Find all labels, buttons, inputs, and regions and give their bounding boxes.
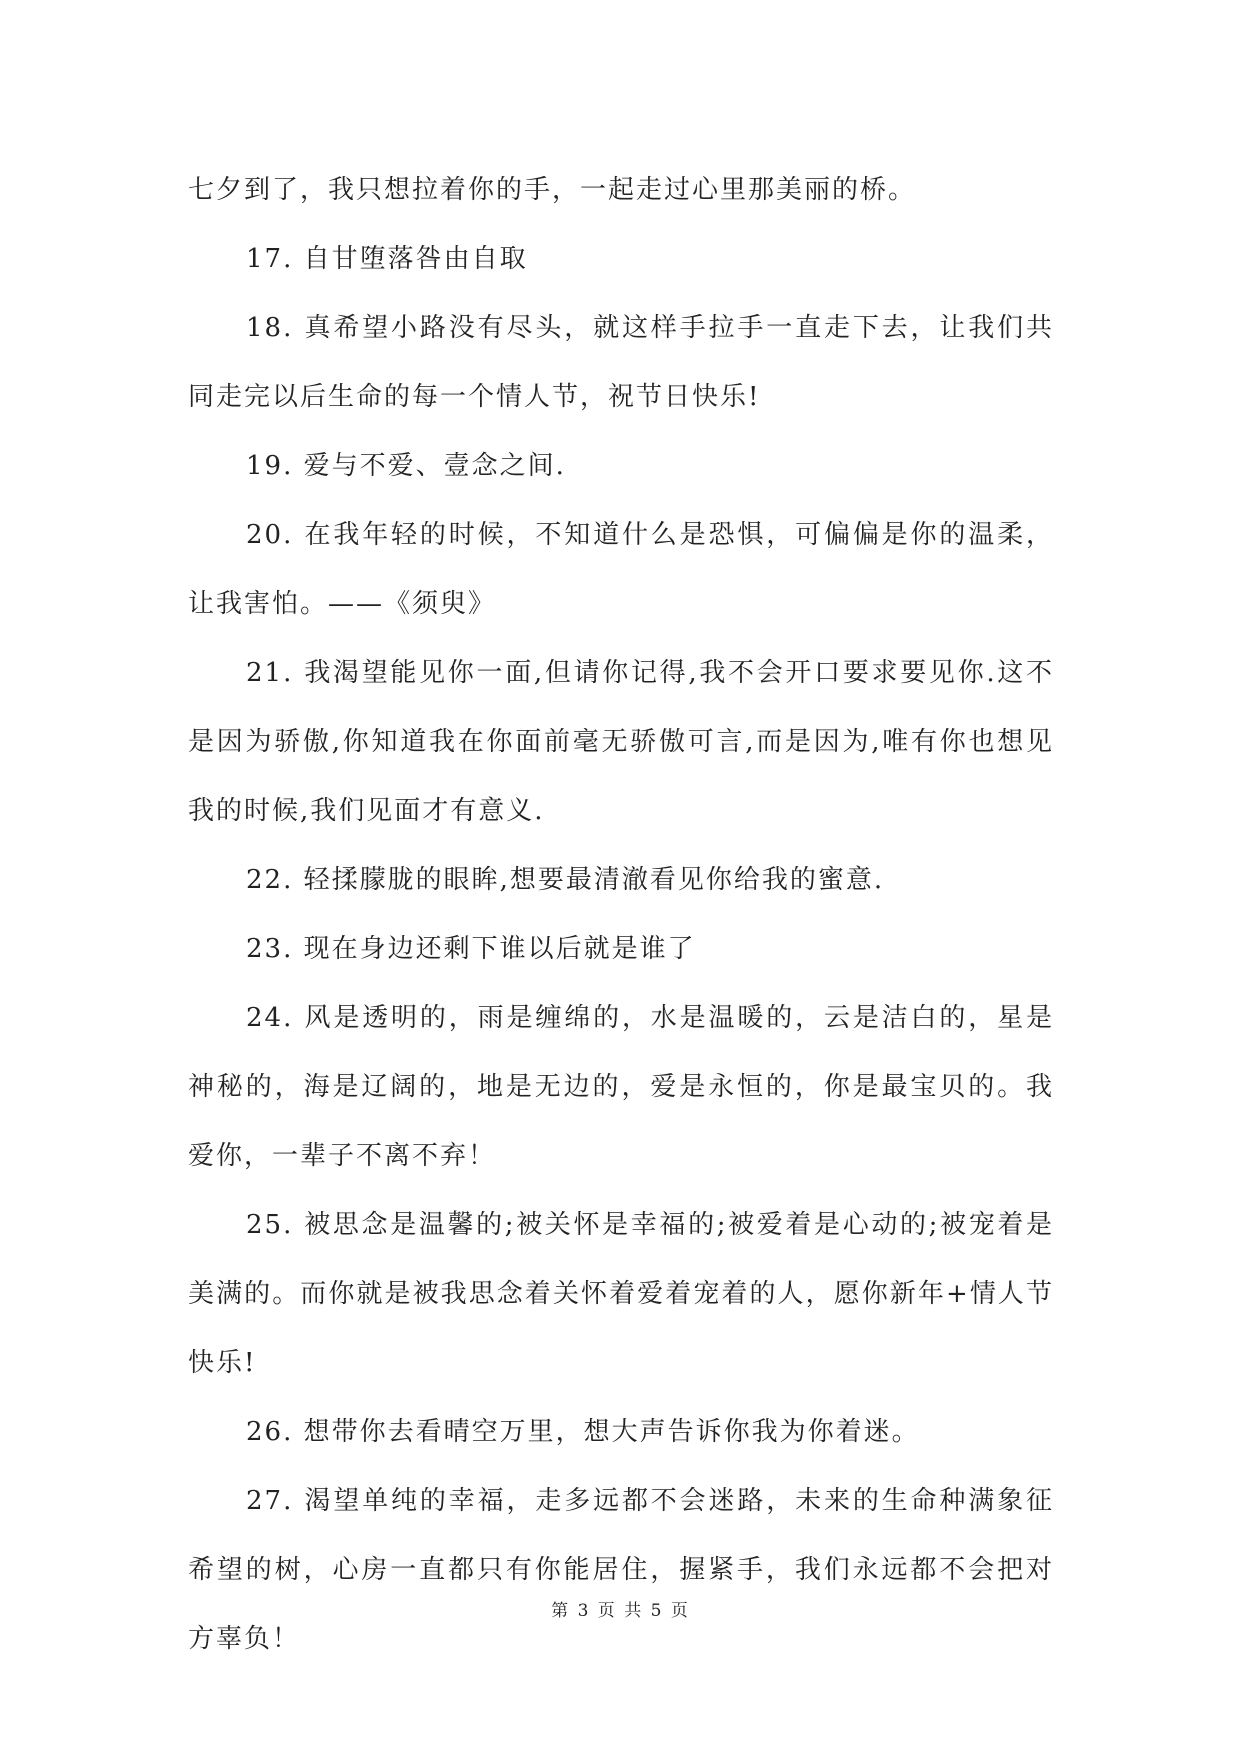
page-number-footer: 第 3 页 共 5 页 <box>551 1601 690 1621</box>
paragraph-18: 18. 真希望小路没有尽头，就这样手拉手一直走下去，让我们共同走完以后生命的每一个情人节，祝节日快乐! <box>188 313 1054 412</box>
paragraph-20: 20. 在我年轻的时候，不知道什么是恐惧，可偏偏是你的温柔，让我害怕。——《须臾》 <box>188 520 1054 619</box>
paragraph-25: 25. 被思念是温馨的;被关怀是幸福的;被爱着是心动的;被宠着是美满的。而你就是被我思念着关怀着爱着宠着的人，愿你新年+情人节快乐! <box>188 1210 1054 1378</box>
paragraph-22: 22. 轻揉朦胧的眼眸,想要最清澈看见你给我的蜜意. <box>246 865 885 895</box>
paragraph-27: 27. 渴望单纯的幸福，走多远都不会迷路，未来的生命种满象征希望的树，心房一直都只有你能居住，握紧手，我们永远都不会把对方辜负！ <box>188 1486 1054 1654</box>
paragraph-0: 七夕到了，我只想拉着你的手，一起走过心里那美丽的桥。 <box>188 175 917 205</box>
paragraph-24: 24. 风是透明的，雨是缠绵的，水是温暖的，云是洁白的，星是神秘的，海是辽阔的，地是无边的，爱是永恒的，你是最宝贝的。我爱你，一辈子不离不弃！ <box>188 1003 1054 1171</box>
paragraph-26: 26. 想带你去看晴空万里，想大声告诉你我为你着迷。 <box>246 1417 920 1447</box>
paragraph-21: 21. 我渴望能见你一面,但请你记得,我不会开口要求要见你.这不是因为骄傲,你知道我在你面前毫无骄傲可言,而是因为,唯有你也想见我的时候,我们见面才有意义. <box>188 658 1054 826</box>
paragraph-23: 23. 现在身边还剩下谁以后就是谁了 <box>246 934 696 964</box>
paragraph-17: 17. 自甘堕落咎由自取 <box>246 244 528 274</box>
document-body <box>188 156 1054 1674</box>
paragraph-19: 19. 爱与不爱、壹念之间. <box>246 451 566 481</box>
